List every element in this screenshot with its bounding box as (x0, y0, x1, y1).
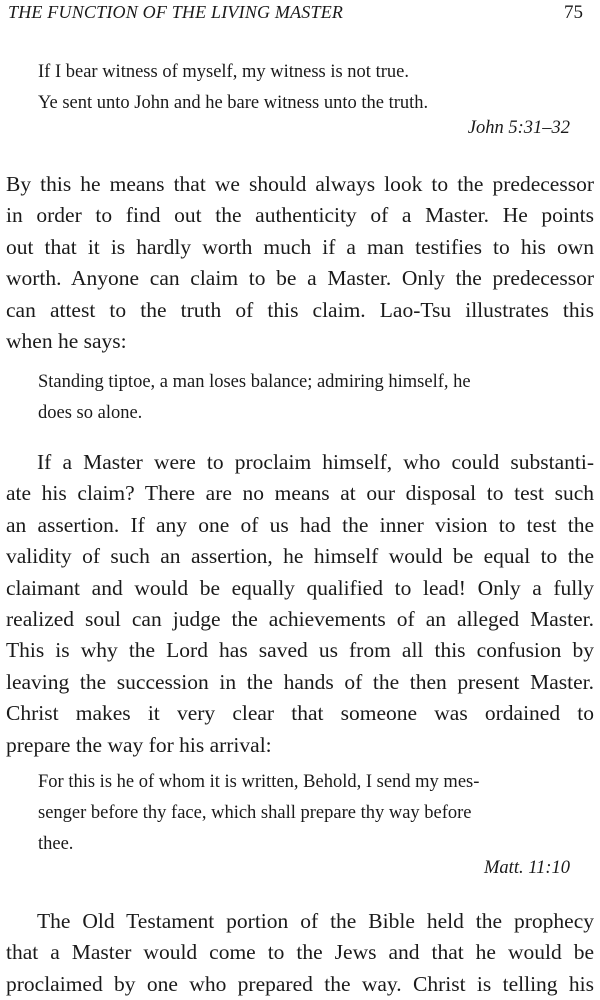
paragraph-line: worth. Anyone can claim to be a Master. Only the predecessor (6, 266, 594, 291)
paragraph-line: By this he means that we should always look to the predecessor (6, 172, 594, 196)
paragraph-1 (6, 169, 594, 357)
citation-john: John 5:31–32 (467, 118, 570, 138)
paragraph-line: can attest to the truth of this claim. Lao-Tsu illustrates this (6, 297, 594, 322)
paragraph-line: Christ makes it very clear that someone was ordained to (6, 701, 594, 726)
paragraph-line: an assertion. If any one of us had the inner vision to test the (6, 512, 594, 537)
running-head: THE FUNCTION OF THE LIVING MASTER (8, 2, 344, 22)
paragraph-line: out that it is hardly worth much if a man testifies to his own (6, 234, 594, 259)
paragraph-line: realized soul can judge the achievements of an alleged Master. (6, 607, 594, 632)
block-quote-john (38, 57, 558, 119)
quote-line: If I bear witness of myself, my witness is not true. (38, 62, 409, 82)
block-quote-lao-tsu (38, 367, 558, 429)
paragraph-line: prepare the way for his arrival: (6, 732, 272, 757)
paragraph-line: If a Master were to proclaim himself, who could substanti- (37, 450, 594, 474)
paragraph-line: in order to find out the authenticity of a Master. He points (6, 203, 594, 228)
paragraph-line: proclaimed by one who prepared the way. Christ is telling his (6, 971, 594, 996)
paragraph-line: when he says: (6, 329, 127, 354)
paragraph-3 (6, 906, 594, 1000)
block-quote-matthew (38, 767, 558, 860)
quote-line: Standing tiptoe, a man loses balance; admiring himself, he (38, 372, 471, 392)
quote-line: Ye sent unto John and he bare witness unto the truth. (38, 93, 429, 113)
quote-line: thee. (38, 834, 74, 854)
paragraph-line: leaving the succession in the hands of the then present Master. (6, 669, 594, 694)
paragraph-line: validity of such an assertion, he himself would be equal to the (6, 544, 594, 569)
paragraph-line: The Old Testament portion of the Bible held the prophecy (37, 909, 594, 933)
paragraph-line: claimant and would be equally qualified to lead! Only a fully (6, 575, 594, 600)
quote-line: For this is he of whom it is written, Behold, I send my mes- (38, 772, 480, 792)
quote-line: senger before thy face, which shall prepare thy way before (38, 803, 472, 823)
quote-line: does so alone. (38, 403, 143, 423)
citation-matthew: Matt. 11:10 (484, 858, 570, 878)
page-number: 75 (564, 2, 583, 23)
paragraph-line: that a Master would come to the Jews and that he would be (6, 940, 594, 965)
paragraph-line: This is why the Lord has saved us from all this confusion by (6, 638, 594, 663)
paragraph-line: ate his claim? There are no means at our disposal to test such (6, 481, 594, 506)
paragraph-2 (6, 447, 594, 761)
